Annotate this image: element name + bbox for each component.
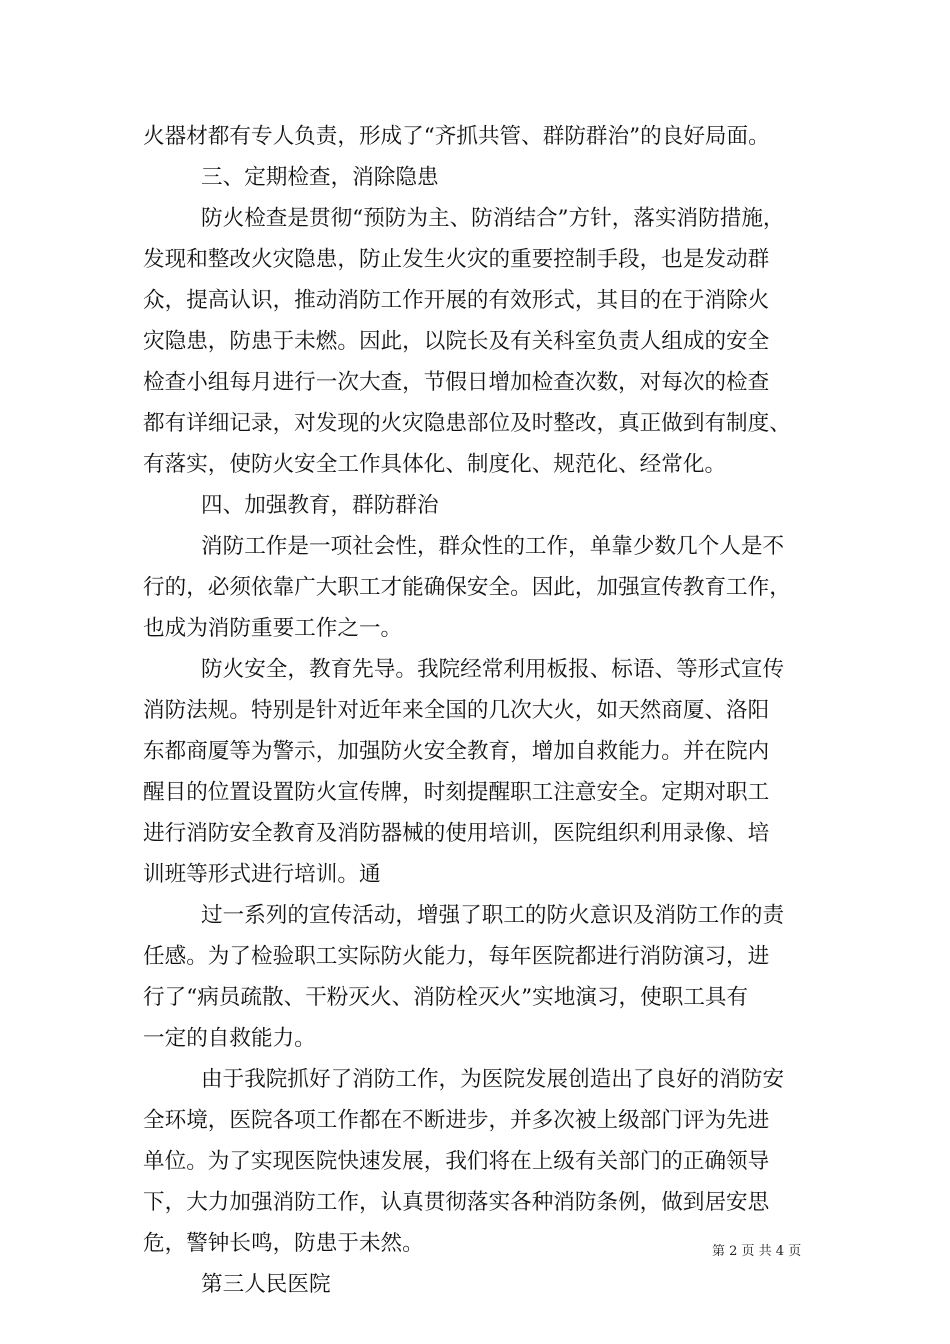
text-line: 有落实，使防火安全工作具体化、制度化、规范化、经常化。 [143,452,727,477]
text-line: 过一系列的宣传活动，增强了职工的防火意识及消防工作的责 [201,903,785,928]
text-line: 行的，必须依靠广大职工才能确保安全。因此，加强宣传教育工作， [143,575,791,600]
section-heading: 四、加强教育，群防群治 [201,493,439,518]
text-line: 火器材都有专人负责，形成了“齐抓共管、群防群治”的良好局面。 [143,124,770,149]
text-line: 下，大力加强消防工作，认真贯彻落实各种消防条例，做到居安思 [143,1190,770,1215]
text-line: 单位。为了实现医院快速发展，我们将在上级有关部门的正确领导 [143,1149,770,1174]
text-line: 防火安全，教育先导。我院经常利用板报、标语、等形式宣传 [201,657,785,682]
text-line: 发现和整改火灾隐患，防止发生火灾的重要控制手段，也是发动群 [143,247,770,272]
text-line: 检查小组每月进行一次大查，节假日增加检查次数，对每次的检查 [143,370,770,395]
signature-line: 第三人民医院 [201,1272,331,1297]
text-line: 全环境，医院各项工作都在不断进步，并多次被上级部门评为先进 [143,1108,770,1133]
text-line: 危，警钟长鸣，防患于未然。 [143,1231,424,1256]
text-line: 由于我院抓好了消防工作，为医院发展创造出了良好的消防安 [201,1067,785,1092]
text-line: 众，提高认识，推动消防工作开展的有效形式，其目的在于消除火 [143,288,770,313]
text-line: 都有详细记录，对发现的火灾隐患部位及时整改，真正做到有制度、 [143,411,791,436]
text-line: 训班等形式进行培训。通 [143,862,381,887]
text-line: 行了“病员疏散、干粉灭火、消防栓灭火”实地演习，使职工具有 [143,985,749,1010]
text-line: 东都商厦等为警示，加强防火安全教育，增加自救能力。并在院内 [143,739,770,764]
text-line: 也成为消防重要工作之一。 [143,616,403,641]
text-line: 灾隐患，防患于未燃。因此，以院长及有关科室负责人组成的安全 [143,329,770,354]
text-line: 醒目的位置设置防火宣传牌，时刻提醒职工注意安全。定期对职工 [143,780,770,805]
section-heading: 三、定期检查，消除隐患 [201,165,439,190]
text-line: 任感。为了检验职工实际防火能力，每年医院都进行消防演习，进 [143,944,770,969]
text-line: 消防法规。特别是针对近年来全国的几次大火，如天然商厦、洛阳 [143,698,770,723]
text-line: 进行消防安全教育及消防器械的使用培训，医院组织利用录像、培 [143,821,770,846]
text-line: 消防工作是一项社会性，群众性的工作，单靠少数几个人是不 [201,534,785,559]
text-line: 一定的自救能力。 [143,1026,316,1051]
page-number: 第 2 页 共 4 页 [712,1244,802,1259]
text-line: 防火检查是贯彻“预防为主、防消结合”方针，落实消防措施， [201,206,785,231]
